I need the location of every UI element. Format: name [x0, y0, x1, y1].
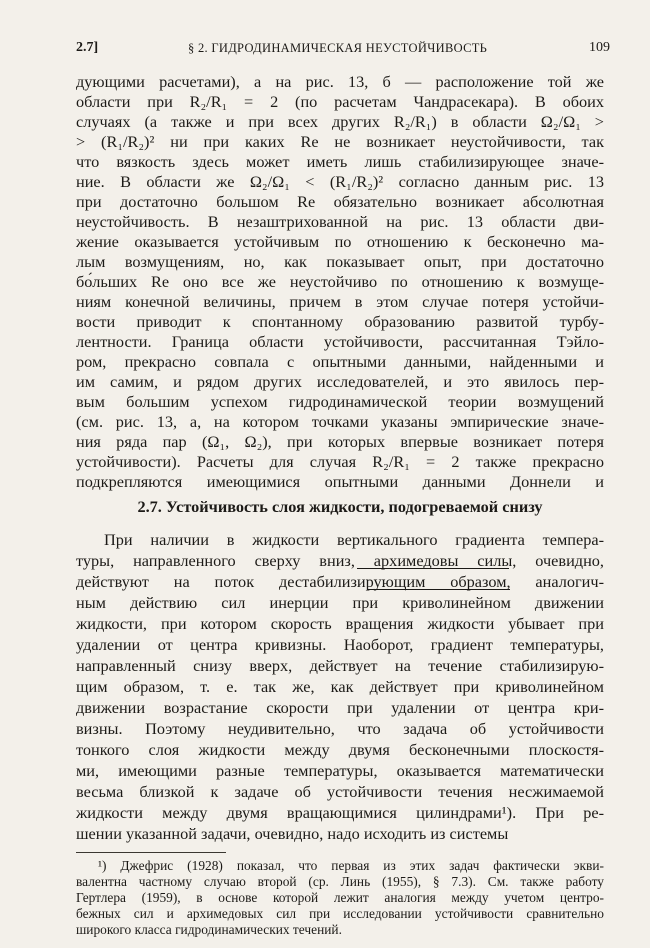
text-line: ние. В области же Ω₂/Ω₁ < (R₁/R₂)² согласно данным рис. 13: [76, 172, 604, 191]
footnote-line: широкого класса гидродинамических течений.: [76, 922, 342, 937]
footnote-line: Гертлера (1959), в основе которой лежит аналогия между учетом центро-: [76, 890, 604, 905]
text-line: щим образом, т. е. так же, как действует при криволинейном: [76, 677, 604, 696]
text-line: (см. рис. 13, а, на котором точками указаны эмпирические значе-: [76, 412, 604, 431]
text-line: ром, прекрасно совпала с опытными данными, найденными и: [76, 352, 604, 371]
text-line: вым большим успехом гидродинамической теории возмущений: [76, 392, 604, 411]
chapter-title: § 2. ГИДРОДИНАМИЧЕСКАЯ НЕУСТОЙЧИВОСТЬ: [188, 41, 488, 55]
footnote-line: ¹) Джефрис (1928) показал, что первая из этих задач фактически экви-: [98, 858, 604, 873]
text-line: туры, направленного сверху вниз, архимедовы силы, очевидно,: [76, 551, 604, 570]
text-line: что вязкость здесь может иметь лишь стабилизирующее значе-: [76, 152, 604, 171]
text-line: жение оказывается устойчивым по отношению к бесконечно ма-: [76, 232, 604, 251]
text-line: действуют на поток дестабилизирующим образом, аналогич-: [76, 572, 604, 591]
text-line: тонкого слоя жидкости между двумя бесконечными плоскостя-: [76, 740, 604, 759]
section-number: 2.7]: [76, 40, 99, 55]
section-heading: 2.7. Устойчивость слоя жидкости, подогреваемой снизу: [137, 497, 543, 516]
text-line: области при R₂/R₁ = 2 (по расчетам Чандрасекара). В обоих: [76, 92, 604, 111]
text-line: устойчивости). Расчеты для случая R₂/R₁ = 2 также прекрасно: [76, 452, 604, 471]
text-line: ния ряда пар (Ω₁, Ω₂), при которых впервые возникает потеря: [76, 432, 604, 451]
text-line: вости приводит к спонтанному образованию развитой турбу-: [76, 312, 604, 331]
text-line: лым возмущениям, но, как показывает опыт, при достаточно: [76, 252, 604, 271]
text-line: случаях (а также и при всех других R₂/R₁) в области Ω₂/Ω₁ >: [76, 112, 604, 131]
text-line: бо́льших Re оно все же неустойчиво по отношению к возмуще-: [76, 272, 604, 291]
text-line: жидкости между двумя вращающимися цилиндрами¹). При ре-: [76, 803, 604, 822]
text-line: жидкости, при котором скорость вращения жидкости убывает при: [76, 614, 604, 633]
text-line: удалении от центра кривизны. Наоборот, градиент температуры,: [76, 635, 604, 654]
text-line: лентности. Граница области устойчивости, рассчитанная Тэйло-: [76, 332, 604, 351]
footnote-rule: [76, 852, 226, 853]
running-head: [76, 40, 610, 60]
text-line: неустойчивость. В незаштрихованной на рис. 13 области дви-: [76, 212, 604, 231]
hand-underline: [357, 568, 509, 569]
page-number: 109: [589, 40, 610, 55]
text-line: направленный снизу вверх, действует на течение стабилизирую-: [76, 656, 604, 675]
hand-underline: [368, 589, 510, 590]
text-line: визны. Поэтому неудивительно, что задача об устойчивости: [76, 719, 604, 738]
text-line: > (R₁/R₂)² ни при каких Re не возникает неустойчивости, так: [76, 132, 604, 151]
text-line: им самим, и рядом других исследователей, и это явилось пер-: [76, 372, 604, 391]
text-line: весьма близкой к задаче об устойчивости течения несжимаемой: [76, 782, 604, 801]
text-line: движении возрастание скорости при удалении от центра кри-: [76, 698, 604, 717]
text-line: дующими расчетами), а на рис. 13, б — расположение той же: [76, 72, 604, 91]
text-line: при достаточно большом Re обязательно возникает абсолютная: [76, 192, 604, 211]
text-line: шении указанной задачи, очевидно, надо исходить из системы: [76, 824, 509, 843]
text-line: ниям конечной величины, причем в этом случае потеря устойчи-: [76, 292, 604, 311]
footnote-line: валентна частному случаю второй (ср. Линь (1955), § 7.3). См. также работу: [76, 874, 604, 889]
text-line: ным действию сил инерции при криволинейном движении: [76, 593, 604, 612]
footnote-line: бежных сил и архимедовых сил при исследовании устойчивости сравнительно: [76, 906, 604, 921]
text-line: подкрепляются имеющимися опытными данными Доннели и: [76, 472, 604, 491]
text-line: При наличии в жидкости вертикального градиента темпера-: [104, 530, 604, 549]
text-line: ми, имеющими разные температуры, оказывается математически: [76, 761, 604, 780]
